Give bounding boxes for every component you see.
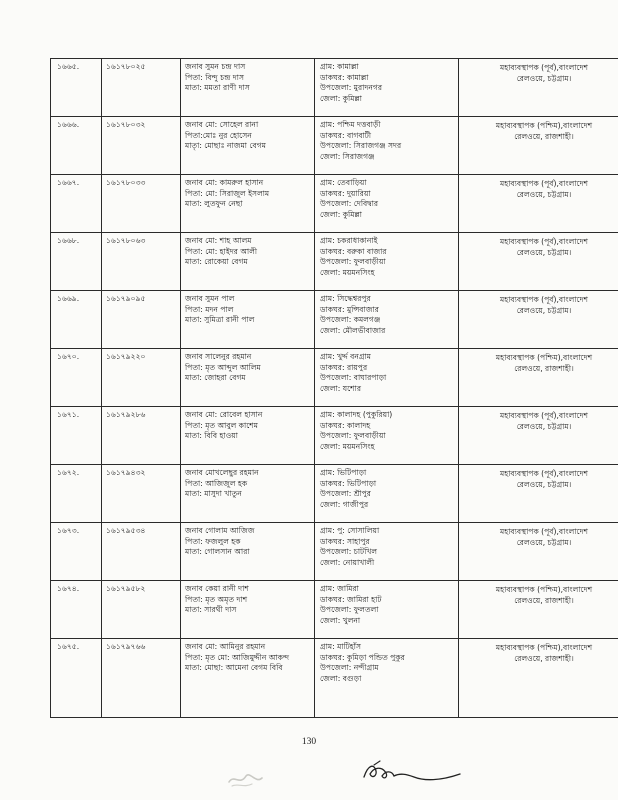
father-name: পিতা: মৃত মো: আজিমুদ্দীন আকন্দ — [185, 652, 290, 662]
name-cell — [181, 407, 315, 465]
candidate-name: জনাব মো: শাহ আলম — [185, 236, 252, 245]
posting-office: মহাব্যবস্থাপক (পূর্ব),বাংলাদেশ — [500, 411, 588, 420]
address-village: গ্রাম: খুর্দ্দ বনগ্রাম — [320, 352, 371, 361]
posting-location: রেলওয়ে, চট্টগ্রাম। — [516, 247, 572, 257]
roll-cell — [102, 349, 181, 407]
table-row — [51, 465, 618, 523]
address-cell — [315, 175, 459, 233]
address-upazila: উপজেলা: ফুলবাড়ীয়া — [320, 257, 386, 267]
table-row — [51, 407, 618, 465]
serial-number: ১৬৭১. — [57, 410, 80, 419]
serial-cell — [51, 407, 102, 465]
serial-number: ১৬৭০. — [57, 352, 80, 361]
posting-cell — [459, 407, 618, 465]
address-district: জেলা: যশোর — [320, 383, 362, 393]
mother-name: মাতৃা: মোছাঃ নাজমা বেগম — [185, 141, 266, 151]
candidate-table — [50, 58, 618, 718]
table-row — [51, 175, 618, 233]
posting-office: মহাব্যবস্থাপক (পশ্চিম),বাংলাদেশ — [495, 585, 593, 594]
roll-number: ১৬১৭৮০৩২ — [106, 120, 146, 129]
address-cell — [315, 581, 459, 639]
address-post-office: ডাকঘর: বরুকা বাজার — [320, 246, 387, 256]
address-district: জেলা: খুলনা — [320, 615, 361, 625]
serial-cell — [51, 523, 102, 581]
father-name: পিতা: মৃত আবুল কাশেম — [185, 420, 258, 430]
serial-number: ১৬৭৩. — [57, 526, 80, 535]
serial-cell — [51, 291, 102, 349]
candidate-name: জনাব মো: রোবেল হাসান — [185, 410, 263, 419]
serial-number: ১৬৭২. — [57, 468, 80, 477]
roll-cell — [102, 59, 181, 117]
posting-location: রেলওয়ে, রাজশাহী। — [514, 595, 574, 605]
name-cell — [181, 59, 315, 117]
table-row — [51, 59, 618, 117]
address-district: জেলা: মৌলভীবাজার — [320, 325, 386, 335]
posting-office: মহাব্যবস্থাপক (পশ্চিম),বাংলাদেশ — [495, 353, 593, 362]
roll-number: ১৬১৭৮০৩৩ — [106, 178, 146, 187]
mother-name: মাতা: জোহরা বেগম — [185, 373, 246, 383]
address-cell — [315, 291, 459, 349]
name-cell — [181, 465, 315, 523]
posting-cell — [459, 291, 618, 349]
address-village: গ্রাম: চকরাধাকানাই — [320, 236, 378, 245]
roll-cell — [102, 233, 181, 291]
address-post-office: ডাকঘর: ভিটিপাড়া — [320, 478, 377, 488]
father-name: পিতা:মোঃ নুর হোসেন — [185, 130, 252, 140]
roll-number: ১৬১৭৮০২৫ — [106, 62, 146, 71]
posting-location: রেলওয়ে, চট্টগ্রাম। — [516, 73, 572, 83]
name-cell — [181, 523, 315, 581]
posting-location: রেলওয়ে, চট্টগ্রাম। — [516, 189, 572, 199]
roll-number: ১৬১৭৯৫৮২ — [106, 584, 146, 593]
candidate-name: জনাব গোলাম আজিজ — [185, 526, 255, 535]
address-village: গ্রাম: সিদ্ধেশ্বরপুর — [320, 294, 371, 303]
table-row — [51, 349, 618, 407]
address-upazila: উপজেলা: ফুলবাড়ীয়া — [320, 431, 386, 441]
candidate-name: জনাব মো: সোহেল রানা — [185, 120, 259, 129]
candidate-name: জনাব সুমন চন্দ্র দাস — [185, 62, 246, 71]
address-village: গ্রাম: তেবাড়িয়া — [320, 178, 367, 187]
address-upazila: উপজেলা: ফুলতলা — [320, 605, 379, 615]
posting-office: মহাব্যবস্থাপক (পূর্ব),বাংলাদেশ — [500, 63, 588, 72]
serial-cell — [51, 175, 102, 233]
name-cell — [181, 291, 315, 349]
serial-number: ১৬৬৬. — [57, 120, 80, 129]
roll-number: ১৬১৭৯৭৬৬ — [106, 642, 146, 651]
faint-stamp-mark-icon — [226, 768, 266, 790]
address-district: জেলা: নোয়াখালী — [320, 557, 375, 567]
serial-cell — [51, 59, 102, 117]
address-district: জেলা: ময়মনসিংহ — [320, 441, 375, 451]
candidate-name: জনাব কেয়া রানী দাশ — [185, 584, 249, 593]
name-cell — [181, 349, 315, 407]
address-upazila: উপজেলা: সিরাজগঞ্জ সদর — [320, 141, 402, 151]
roll-cell — [102, 407, 181, 465]
name-cell — [181, 117, 315, 175]
address-cell — [315, 523, 459, 581]
candidate-name: জনাব মোখলেছুর রহমান — [185, 468, 259, 477]
roll-cell — [102, 175, 181, 233]
roll-number: ১৬১৭৯০৯৫ — [106, 294, 146, 303]
posting-location: রেলওয়ে, চট্টগ্রাম। — [516, 479, 572, 489]
roll-number: ১৬১৭৮০৬৩ — [106, 236, 146, 245]
address-post-office: ডাকঘর: কামাল্লা — [320, 72, 369, 82]
posting-location: রেলওয়ে, চট্টগ্রাম। — [516, 421, 572, 431]
mother-name: মাতা: মাসুদা খাতুন — [185, 489, 242, 499]
mother-name: মাতা: লুতফুন নেছা — [185, 199, 243, 209]
address-district: জেলা: গাজীপুর — [320, 499, 369, 509]
posting-location: রেলওয়ে, রাজশাহী। — [514, 131, 574, 141]
serial-number: ১৬৬৮. — [57, 236, 80, 245]
address-cell — [315, 233, 459, 291]
posting-cell — [459, 581, 618, 639]
address-district: জেলা: কুমিল্লা — [320, 93, 363, 103]
table-row — [51, 291, 618, 349]
address-cell — [315, 465, 459, 523]
mother-name: মাতা: সারথী দাস — [185, 605, 237, 615]
posting-office: মহাব্যবস্থাপক (পশ্চিম),বাংলাদেশ — [495, 121, 593, 130]
mother-name: মাতা: বিবি হাওয়া — [185, 431, 238, 441]
table-row — [51, 233, 618, 291]
address-upazila: উপজেলা: দেবিদ্বার — [320, 199, 379, 209]
posting-cell — [459, 59, 618, 117]
address-post-office: ডাকঘর: কালাদহ — [320, 420, 371, 430]
posting-cell — [459, 175, 618, 233]
serial-cell — [51, 581, 102, 639]
address-post-office: ডাকঘর: জামিরা হাট — [320, 594, 382, 604]
serial-cell — [51, 117, 102, 175]
serial-number: ১৬৭৪. — [57, 584, 80, 593]
posting-office: মহাব্যবস্থাপক (পূর্ব),বাংলাদেশ — [500, 295, 588, 304]
table-row — [51, 581, 618, 639]
address-village: গ্রাম: ভিটিপাড়া — [320, 468, 367, 477]
mother-name: মাতা: মোছা: আমেনা বেগম বিবি — [185, 663, 283, 673]
father-name: পিতা: ফজলুল হক — [185, 536, 241, 546]
mother-name: মাতা: মমতা রাণী দাস — [185, 83, 250, 93]
address-post-office: ডাকঘর: সাহাপুর — [320, 536, 370, 546]
posting-cell — [459, 117, 618, 175]
posting-office: মহাব্যবস্থাপক (পূর্ব),বাংলাদেশ — [500, 469, 588, 478]
address-post-office: ডাকঘর: রায়পুর — [320, 362, 368, 372]
posting-office: মহাব্যবস্থাপক (পশ্চিম),বাংলাদেশ — [495, 643, 593, 652]
name-cell — [181, 175, 315, 233]
roll-cell — [102, 465, 181, 523]
posting-office: মহাব্যবস্থাপক (পূর্ব),বাংলাদেশ — [500, 237, 588, 246]
serial-number: ১৬৬৫. — [57, 62, 80, 71]
roll-number: ১৬১৭৯৫৩৪ — [106, 526, 146, 535]
posting-location: রেলওয়ে, চট্টগ্রাম। — [516, 537, 572, 547]
father-name: পিতা: মৃত আব্দুল আলিম — [185, 362, 261, 372]
address-cell — [315, 639, 459, 718]
candidate-name: জনাব মো: আমিনুর রহমান — [185, 642, 266, 651]
roll-number: ১৬১৭৯২২০ — [106, 352, 146, 361]
roll-cell — [102, 523, 181, 581]
serial-number: ১৬৭৫. — [57, 642, 80, 651]
candidate-name: জনাব সালেনুর রহমান — [185, 352, 252, 361]
table-row — [51, 117, 618, 175]
address-post-office: ডাকঘর: বাগবাটী — [320, 130, 372, 140]
posting-cell — [459, 465, 618, 523]
address-cell — [315, 407, 459, 465]
roll-cell — [102, 581, 181, 639]
posting-office: মহাব্যবস্থাপক (পূর্ব),বাংলাদেশ — [500, 527, 588, 536]
handwritten-signature-icon — [360, 757, 470, 787]
posting-location: রেলওয়ে, চট্টগ্রাম। — [516, 305, 572, 315]
address-cell — [315, 117, 459, 175]
address-district: জেলা: ময়মনসিংহ — [320, 267, 375, 277]
posting-location: রেলওয়ে, রাজশাহী। — [514, 653, 574, 663]
father-name: পিতা: মো: সিরাজুল ইসলাম — [185, 188, 270, 198]
mother-name: মাতা: সুমিত্রা রানী পাল — [185, 315, 255, 325]
table-row — [51, 523, 618, 581]
address-cell — [315, 59, 459, 117]
page-number: 130 — [301, 737, 317, 747]
posting-cell — [459, 639, 618, 718]
posting-cell — [459, 523, 618, 581]
roll-cell — [102, 117, 181, 175]
address-village: গ্রাম: কালাদহ (পুকুরিয়া) — [320, 410, 393, 419]
roll-cell — [102, 639, 181, 718]
candidate-name: জনাব সুমন পাল — [185, 294, 235, 303]
address-upazila: উপজেলা: কমলগঞ্জ — [320, 315, 381, 325]
address-post-office: ডাকঘর: দুয়ারিয়া — [320, 188, 371, 198]
serial-cell — [51, 233, 102, 291]
address-post-office: ডাকঘর: কুমিড়া পন্ডিত পুকুর — [320, 652, 405, 662]
address-upazila: উপজেলা: মুরাদনগর — [320, 83, 383, 93]
address-district: জেলা: বগুড়া — [320, 673, 362, 683]
roll-number: ১৬১৭৯২৮৬ — [106, 410, 146, 419]
table-row — [51, 639, 618, 718]
address-district: জেলা: সিরাজগঞ্জ — [320, 151, 375, 161]
roll-cell — [102, 291, 181, 349]
serial-cell — [51, 639, 102, 718]
name-cell — [181, 639, 315, 718]
address-post-office: ডাকঘর: মুন্সিবাজার — [320, 304, 379, 314]
serial-cell — [51, 349, 102, 407]
serial-cell — [51, 465, 102, 523]
mother-name: মাতা: রোকেয়া বেগম — [185, 257, 248, 267]
serial-number: ১৬৬৯. — [57, 294, 80, 303]
candidate-table-body — [51, 59, 618, 718]
mother-name: মাতা: গোলসান আরা — [185, 547, 250, 557]
address-upazila: উপজেলা: নন্দীগ্রাম — [320, 663, 379, 673]
father-name: পিতা: আজিজুল হক — [185, 478, 248, 488]
address-upazila: উপজেলা: বাঘারপাড়া — [320, 373, 387, 383]
father-name: পিতা: মো: হাইদর আলী — [185, 246, 258, 256]
candidate-name: জনাব মো: কামরুল হাসান — [185, 178, 264, 187]
address-village: গ্রাম: পশ্চিম দত্তবাড়ী — [320, 120, 381, 129]
address-cell — [315, 349, 459, 407]
father-name: পিতা: বিন্দু চন্দ্র দাস — [185, 72, 244, 82]
posting-cell — [459, 349, 618, 407]
father-name: পিতা: মদন পাল — [185, 304, 234, 314]
address-upazila: উপজেলা: শ্রীপুর — [320, 489, 371, 499]
posting-office: মহাব্যবস্থাপক (পূর্ব),বাংলাদেশ — [500, 179, 588, 188]
address-village: গ্রাম: পু: সোসালিয়া — [320, 526, 380, 535]
name-cell — [181, 233, 315, 291]
posting-cell — [459, 233, 618, 291]
roll-number: ১৬১৭৯৪৩২ — [106, 468, 146, 477]
father-name: পিতা: মৃত অমৃত দাশ — [185, 594, 248, 604]
address-upazila: উপজেলা: চাটখিল — [320, 547, 378, 557]
address-village: গ্রাম: জামিরা — [320, 584, 359, 593]
posting-location: রেলওয়ে, রাজশাহী। — [514, 363, 574, 373]
address-village: গ্রাম: কামাল্লা — [320, 62, 359, 71]
serial-number: ১৬৬৭. — [57, 178, 80, 187]
address-village: গ্রাম: মাটিহাঁস — [320, 642, 362, 651]
address-district: জেলা: কুমিল্লা — [320, 209, 363, 219]
name-cell — [181, 581, 315, 639]
